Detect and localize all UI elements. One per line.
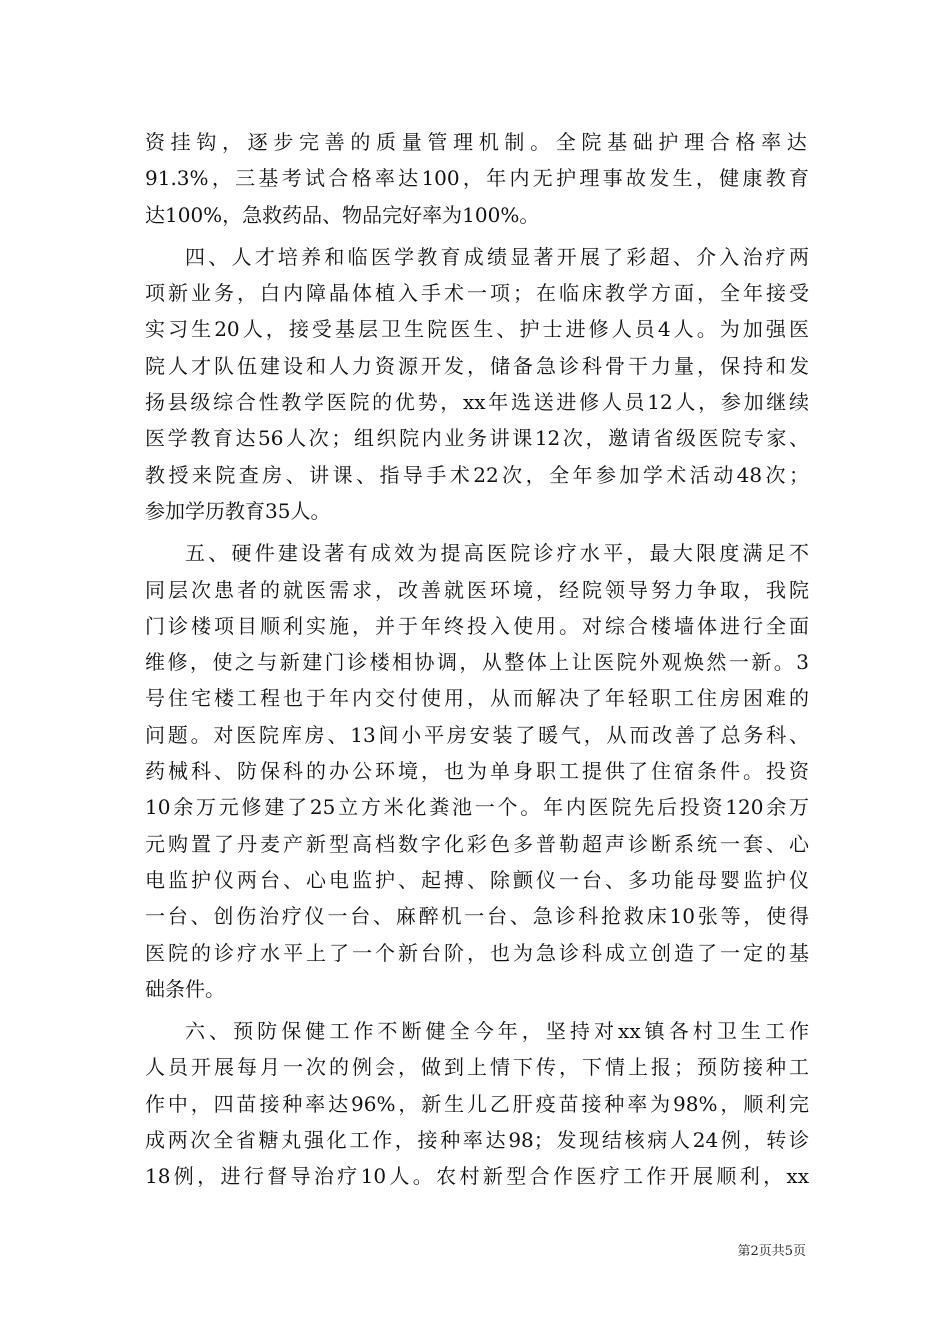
text-line: 扬县级综合性教学医院的优势，xx年选送进修人员12人，参加继续 <box>145 390 809 415</box>
text-line: 础条件。 <box>145 976 225 1001</box>
text-line: 医院的诊疗水平上了一个新台阶，也为急诊科成立创造了一定的基 <box>145 940 809 965</box>
text-line: 问题。对医院库房、13间小平房安装了暖气，从而改善了总务科、 <box>145 722 809 747</box>
paragraph-start: 四、人才培养和临医学教育成绩显著开展了彩超、介入治疗两 <box>185 244 809 269</box>
text-line: 一台、创伤治疗仪一台、麻醉机一台、急诊科抢救床10张等，使得 <box>145 904 809 929</box>
text-line: 达100%，急救药品、物品完好率为100%。 <box>145 202 540 227</box>
text-line: 资挂钩，逐步完善的质量管理机制。全院基础护理合格率达 <box>145 130 809 154</box>
text-line: 项新业务，白内障晶体植入手术一项；在临床教学方面，全年接受 <box>145 281 809 306</box>
text-line: 人员开展每月一次的例会，做到上情下传，下情上报；预防接种工 <box>145 1055 809 1080</box>
text-line: 参加学历教育35人。 <box>145 498 331 523</box>
text-line: 院人才队伍建设和人力资源开发，储备急诊科骨干力量，保持和发 <box>145 353 809 378</box>
page-number: 第2页共5页 <box>737 1244 806 1259</box>
paragraph-start: 五、硬件建设著有成效为提高医院诊疗水平，最大限度满足不 <box>185 541 809 566</box>
text-line: 实习生20人，接受基层卫生院医生、护士进修人员4人。为加强医 <box>145 317 809 342</box>
text-line: 电监护仪两台、心电监护、起搏、除颤仪一台、多功能母婴监护仪 <box>145 867 809 892</box>
body-text <box>145 124 809 1195</box>
text-line: 药械科、防保科的办公环境，也为单身职工提供了住宿条件。投资 <box>145 759 809 784</box>
text-line: 门诊楼项目顺利实施，并于年终投入使用。对综合楼墙体进行全面 <box>145 613 809 638</box>
text-line: 10余万元修建了25立方米化粪池一个。年内医院先后投资120余万 <box>145 795 809 820</box>
text-line: 成两次全省糖丸强化工作，接种率达98；发现结核病人24例，转诊 <box>145 1128 809 1153</box>
text-line: 18例，进行督导治疗10人。农村新型合作医疗工作开展顺利，xx <box>145 1164 809 1189</box>
text-line: 元购置了丹麦产新型高档数字化彩色多普勒超声诊断系统一套、心 <box>145 831 809 856</box>
text-line: 维修，使之与新建门诊楼相协调，从整体上让医院外观焕然一新。3 <box>145 650 809 675</box>
text-line: 教授来院查房、讲课、指导手术22次，全年参加学术活动48次； <box>145 462 809 487</box>
text-line: 作中，四苗接种率达96%，新生儿乙肝疫苗接种率为98%，顺利完 <box>145 1091 809 1116</box>
text-line: 91.3%，三基考试合格率达100，年内无护理事故发生，健康教育 <box>145 166 809 191</box>
text-line: 医学教育达56人次；组织院内业务讲课12次，邀请省级医院专家、 <box>145 426 809 451</box>
paragraph-start: 六、预防保健工作不断健全今年，坚持对xx镇各村卫生工作 <box>185 1019 809 1044</box>
text-line: 同层次患者的就医需求，改善就医环境，经院领导努力争取，我院 <box>145 577 809 602</box>
text-line: 号住宅楼工程也于年内交付使用，从而解决了年轻职工住房困难的 <box>145 686 809 711</box>
